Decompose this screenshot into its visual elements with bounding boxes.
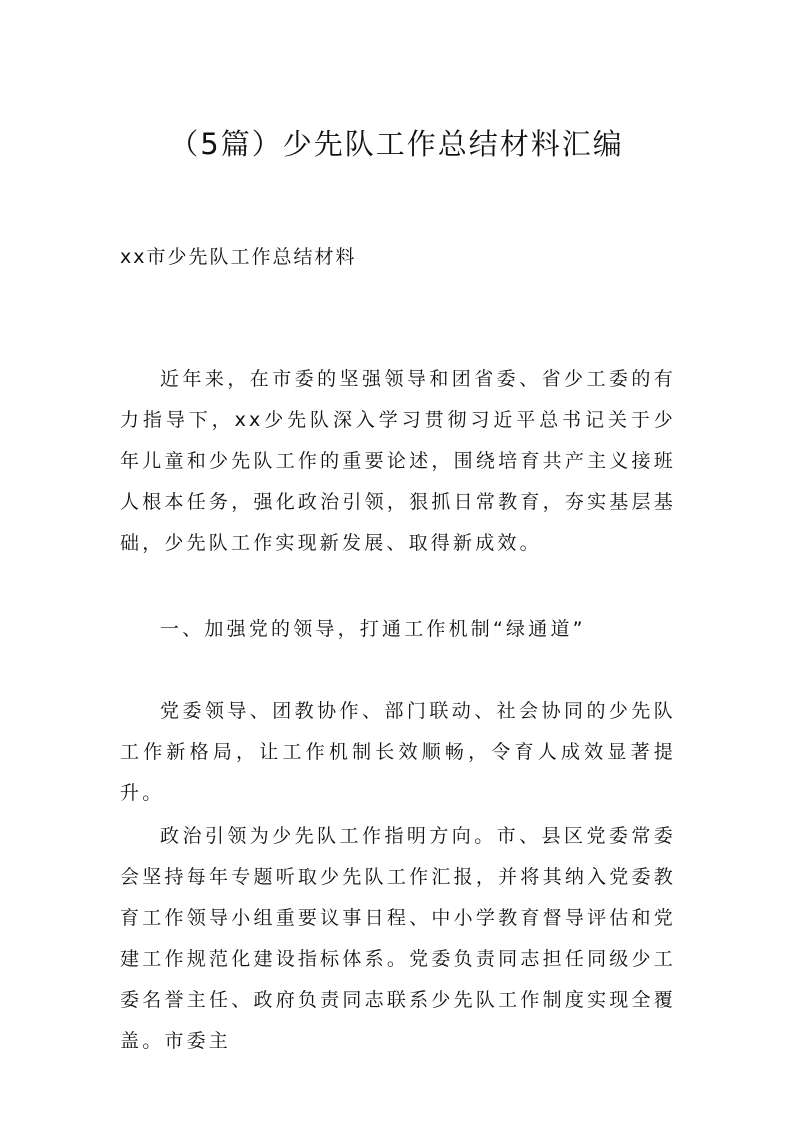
paragraph-political-guidance: 政治引领为少先队工作指明方向。市、县区党委常委会坚持每年专题听取少先队工作汇报，并将其纳入党委教育工作领导小组重要议事日程、中小学教育督导评估和党建工作规范化建设指标体系。党委负责同志担任同级少工委名誉主任、政府负责同志联系少先队工作制度实现全覆盖。市委主 bbox=[120, 825, 676, 1052]
paragraph-intro: 近年来，在市委的坚强领导和团省委、省少工委的有力指导下，xx少先队深入学习贯彻习近平总书记关于少年儿童和少先队工作的重要论述，围绕培育共产主义接班人根本任务，强化政治引领，狠抓日常教育，夯实基层基础，少先队工作实现新发展、取得新成效。 bbox=[120, 368, 676, 554]
document-subtitle: xx市少先队工作总结材料 bbox=[120, 246, 357, 268]
paragraph-overview: 党委领导、团教协作、部门联动、社会协同的少先队工作新格局，让工作机制长效顺畅，令育人成效显著提升。 bbox=[120, 700, 676, 804]
document-title: （5篇）少先队工作总结材料汇编 bbox=[169, 127, 624, 161]
section-heading: 一、加强党的领导，打通工作机制“绿通道” bbox=[160, 618, 586, 640]
